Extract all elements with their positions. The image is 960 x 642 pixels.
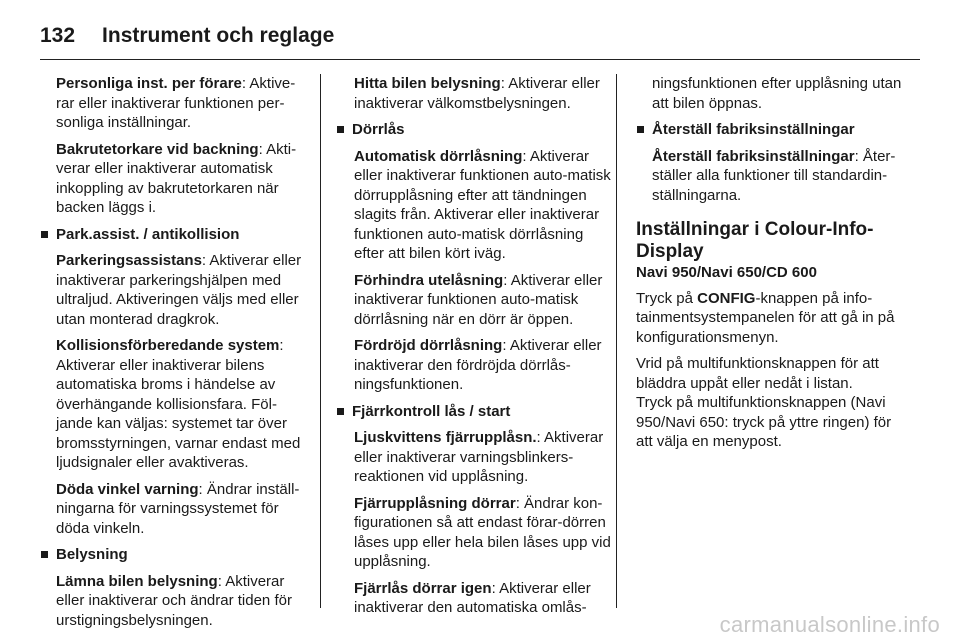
term-description: : Akti-verar eller inaktiverar automatisk inkoppling av bakrutetorkaren när backen läggs i. — [56, 140, 297, 216]
config-key-label: CONFIG — [697, 289, 756, 307]
term-label: Döda vinkel varning — [56, 480, 199, 498]
paragraph-personliga-inst — [56, 74, 310, 133]
term-description: : Aktiverar eller inaktiverar funktionen auto-matisk dörrlåsning när en dörr är öppen. — [354, 271, 603, 328]
term-description: : Aktiverar eller inaktiverar och ändrar tiden för urstigningsbelysningen. — [56, 572, 292, 629]
term-label: Hitta bilen belysning — [354, 75, 501, 92]
bullet-dorrlas: Dörrlås — [336, 120, 612, 140]
paragraph-forhindra-utelasning — [354, 271, 612, 330]
term-description: : Ändrar inställ-ningarna för varningssystemet för döda vinkeln. — [56, 480, 300, 537]
text-suffix: -knappen på info-tainmentsystempanelen för att gå in på konfigurationsmenyn. — [636, 289, 895, 346]
term-description: : Aktiverar eller inaktiverar funktionen auto-matisk dörrupplåsning efter att tändningen slagits från. Aktiverar eller inaktiverar funktionen auto-matisk dörrlåsning efter att bilen kört iväg. — [354, 147, 611, 262]
paragraph-lamna-bilen — [56, 572, 310, 631]
bullet-park-assist: Park.assist. / antikollision — [40, 225, 310, 245]
paragraph-parkeringsassistans — [56, 251, 310, 329]
column-divider-2 — [616, 74, 617, 608]
term-label: Förhindra utelåsning — [354, 271, 504, 289]
term-label: Kollisionsförberedande system — [56, 337, 280, 354]
paragraph-fjarrupplasning — [354, 494, 612, 572]
page-number: 132 — [40, 24, 76, 47]
term-description: : Aktiverar eller inaktiverar den fördröjda dörrlås-ningsfunktionen. — [354, 337, 602, 393]
term-label: Fördröjd dörrlåsning — [354, 337, 503, 354]
term-label: Fjärrupplåsning dörrar — [354, 494, 516, 512]
paragraph-config — [636, 289, 908, 348]
term-description: : Aktiverar eller inaktiverar välkomstbelysningen. — [354, 75, 600, 112]
watermark: carmanualsonline.info — [719, 612, 940, 637]
term-label: Ljuskvittens fjärrupplåsn. — [354, 429, 537, 446]
bullet-fjarrkontroll: Fjärrkontroll lås / start — [336, 402, 612, 422]
column-2 — [336, 74, 612, 618]
paragraph-bakrutetorkare — [56, 140, 310, 218]
paragraph-hitta-bilen — [354, 74, 612, 113]
page-header — [40, 16, 334, 56]
paragraph-tryck: Tryck på multifunktionsknappen (Navi 950/Navi 650: tryck på yttre ringen) för att välja en menypost. — [636, 394, 892, 450]
term-description: : Aktiverar eller inaktiverar bilens automatiska broms i händelse av överhängande kollisionsfara. Föl-jande kan väljas: systemet tar över bromsstyrningen, varnar endast med ljudsignaler eller avaktiveras. — [56, 337, 301, 471]
header-rule — [40, 59, 920, 60]
paragraph-vrid: Vrid på multifunktionsknappen för att bläddra uppåt eller nedåt i listan. — [636, 355, 879, 392]
term-description: : Aktiverar eller inaktiverar varningsblinkers-reaktionen vid upplåsning. — [354, 429, 604, 485]
section-subheading: Navi 950/Navi 650/CD 600 — [636, 264, 817, 281]
paragraph-automatisk-dorrlasning — [354, 147, 612, 264]
column-1 — [40, 74, 310, 630]
column-divider-1 — [320, 74, 321, 608]
paragraph-fjarrlas-dorrar — [354, 579, 612, 618]
term-label: Fjärrlås dörrar igen — [354, 579, 492, 597]
paragraph-kollision — [56, 336, 310, 473]
bullet-aterstall: Återställ fabriksinställningar — [636, 120, 908, 140]
term-description: : Aktive-rar eller inaktiverar funktionen per-sonliga inställningar. — [56, 75, 296, 131]
page-title: Instrument och reglage — [102, 24, 335, 47]
paragraph-fordrojd-dorrlasning — [354, 336, 612, 395]
term-label: Personliga inst. per förare — [56, 75, 242, 92]
term-label: Bakrutetorkare vid backning — [56, 140, 259, 158]
paragraph-ljuskvittens — [354, 428, 612, 487]
term-description: : Aktiverar eller inaktiverar parkeringshjälpen med ultraljud. Aktiveringen väljs med eller utan monterad dragkrok. — [56, 252, 302, 328]
section-heading: Inställningar i Colour-Info-Display — [636, 219, 874, 262]
term-label: Återställ fabriksinställningar — [652, 147, 855, 165]
column-3 — [622, 74, 908, 459]
term-description: : Aktiverar eller inaktiverar den automatiska omlås- — [354, 579, 591, 616]
paragraph-omlasning-cont: ningsfunktionen efter upplåsning utan att bilen öppnas. — [652, 75, 902, 112]
text-prefix: Tryck på — [636, 289, 698, 307]
term-label: Parkeringsassistans — [56, 252, 202, 269]
term-label: Lämna bilen belysning — [56, 572, 218, 590]
paragraph-aterstall — [652, 147, 908, 206]
term-description: : Ändrar kon-figurationen så att endast förar-dörren låses upp eller hela bilen låses upp vid upplåsning. — [354, 494, 611, 570]
paragraph-doda-vinkel — [56, 480, 310, 539]
term-label: Automatisk dörrlåsning — [354, 147, 523, 165]
bullet-belysning: Belysning — [40, 545, 310, 565]
term-description: : Åter-ställer alla funktioner till standardin-ställningarna. — [652, 147, 896, 204]
